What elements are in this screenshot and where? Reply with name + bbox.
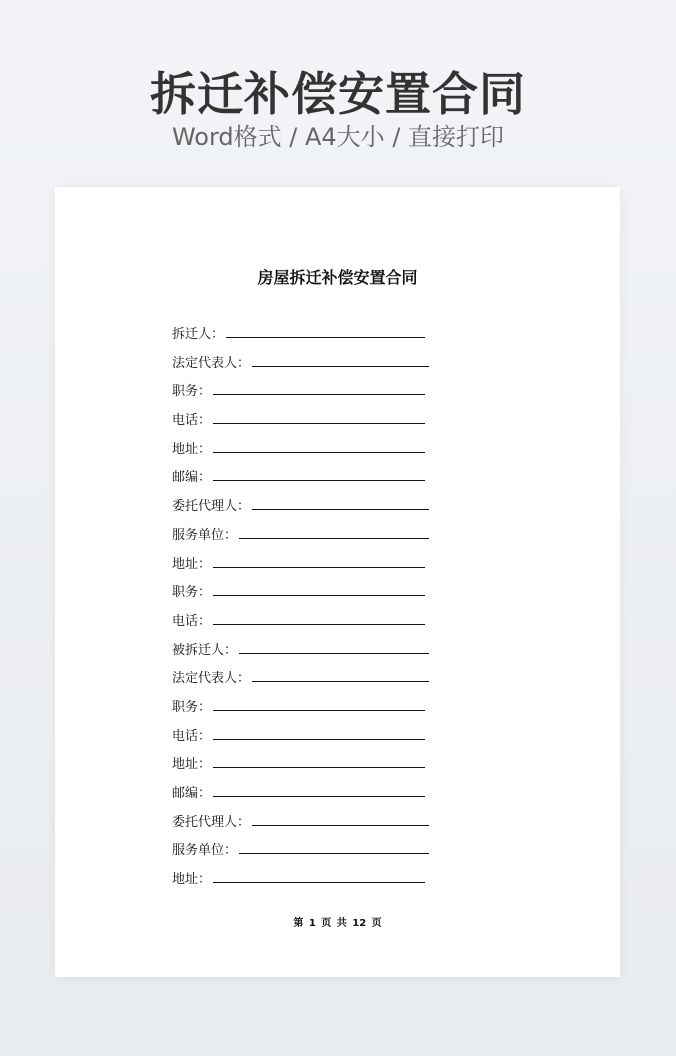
field-row xyxy=(172,866,429,895)
field-blank-line xyxy=(239,524,429,539)
field-label: 职务： xyxy=(172,585,212,601)
field-label: 地址： xyxy=(172,441,212,457)
field-label: 委托代理人： xyxy=(172,814,251,830)
field-label: 电话： xyxy=(172,413,212,429)
field-blank-line xyxy=(213,466,425,481)
field-row xyxy=(172,809,429,838)
field-label: 委托代理人： xyxy=(172,499,251,515)
field-row xyxy=(172,637,429,666)
field-blank-line xyxy=(252,495,429,510)
field-label: 地址： xyxy=(172,757,212,773)
field-label: 地址： xyxy=(172,872,212,888)
field-label: 职务： xyxy=(172,699,212,715)
field-blank-line xyxy=(213,610,425,625)
field-blank-line xyxy=(213,380,425,395)
field-blank-line xyxy=(213,581,425,596)
field-row xyxy=(172,350,429,379)
field-row xyxy=(172,493,429,522)
field-label: 邮编： xyxy=(172,470,212,486)
field-blank-line xyxy=(213,753,425,768)
document-page xyxy=(55,187,620,977)
field-label: 邮编： xyxy=(172,786,212,801)
field-row xyxy=(172,436,429,465)
field-blank-line xyxy=(213,696,425,711)
field-blank-line xyxy=(213,553,425,568)
field-blank-line xyxy=(239,639,429,654)
field-blank-line xyxy=(252,811,429,826)
field-label: 被拆迁人： xyxy=(172,642,238,658)
field-blank-line xyxy=(252,352,429,367)
field-label: 法定代表人： xyxy=(172,355,251,371)
field-label: 电话： xyxy=(172,613,212,629)
field-row xyxy=(172,780,429,809)
field-blank-line xyxy=(213,409,425,424)
page-number: 第 1 页 共 12 页 xyxy=(293,918,382,929)
banner-title: 拆迁补偿安置合同 xyxy=(150,67,526,121)
field-blank-line xyxy=(213,725,425,740)
field-row xyxy=(172,378,429,407)
field-row xyxy=(172,694,429,723)
field-row xyxy=(172,407,429,436)
field-row xyxy=(172,522,429,551)
field-blank-line xyxy=(252,667,429,682)
field-row xyxy=(172,579,429,608)
field-row xyxy=(172,551,429,580)
field-row xyxy=(172,665,429,694)
field-list xyxy=(172,321,429,895)
document-title: 房屋拆迁补偿安置合同 xyxy=(257,268,418,287)
field-row xyxy=(172,464,429,493)
field-blank-line xyxy=(213,438,425,453)
field-label: 法定代表人： xyxy=(172,671,251,687)
field-row xyxy=(172,321,429,350)
banner-subtitle: Word格式 / A4大小 / 直接打印 xyxy=(171,123,505,151)
field-blank-line xyxy=(239,839,429,854)
field-row xyxy=(172,751,429,780)
field-label: 职务： xyxy=(172,384,212,400)
field-blank-line xyxy=(213,868,425,883)
field-blank-line xyxy=(213,782,425,797)
field-row xyxy=(172,837,429,866)
field-label: 电话： xyxy=(172,728,212,744)
field-row xyxy=(172,608,429,637)
field-blank-line xyxy=(226,323,425,338)
field-label: 服务单位： xyxy=(172,527,238,543)
field-label: 拆迁人： xyxy=(172,327,225,342)
field-row xyxy=(172,723,429,752)
field-label: 地址： xyxy=(172,556,212,572)
field-label: 服务单位： xyxy=(172,843,238,859)
